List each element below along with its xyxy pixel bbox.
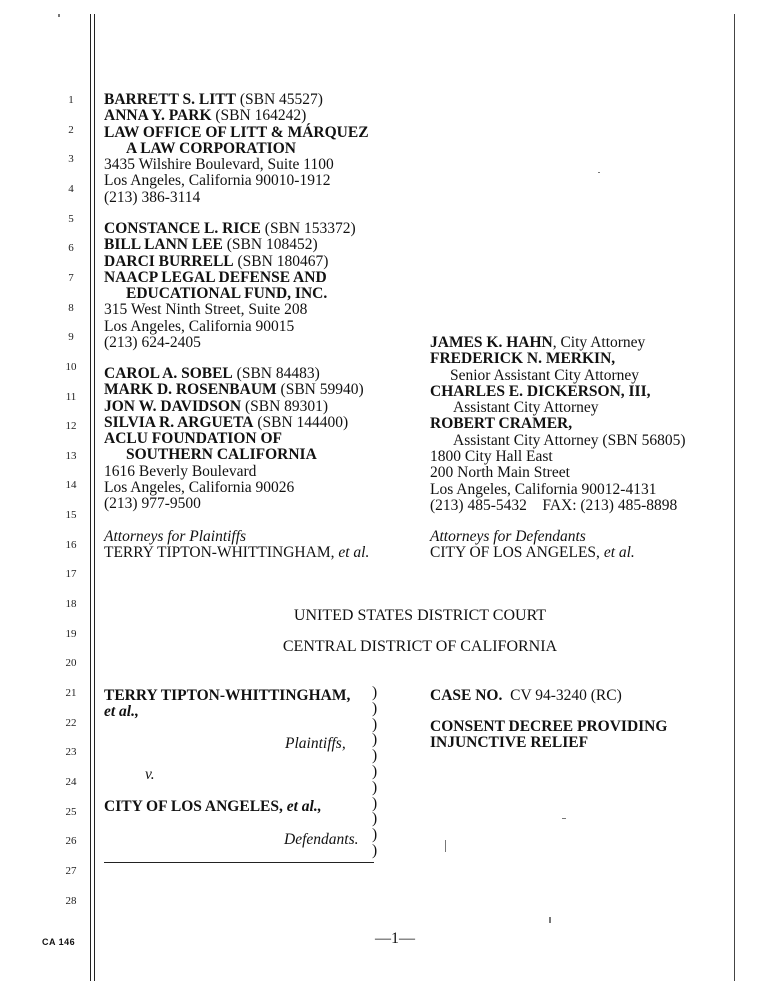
attorney-title: Assistant City Attorney [453, 399, 599, 417]
defendants-designation [430, 529, 635, 562]
attorney-name: BARRETT S. LITT [104, 91, 236, 108]
line-number: 26 [65, 835, 77, 848]
line-number: 6 [68, 242, 74, 255]
street-address: 200 North Main Street [430, 464, 570, 482]
caption-underline [104, 862, 374, 863]
line-number: 9 [68, 331, 74, 344]
bar-number: (SBN 164242) [211, 107, 307, 125]
defendants-label: Defendants. [284, 831, 359, 848]
line-number: 24 [65, 775, 77, 788]
form-code: CA 146 [42, 937, 76, 947]
line-number: 7 [68, 271, 74, 284]
plaintiffs-designation [104, 529, 369, 562]
line-number: 22 [65, 716, 77, 729]
city-address: Los Angeles, California 90012-4131 [430, 480, 657, 498]
document-title [430, 719, 667, 752]
case-number: CV 94-3240 (RC) [502, 687, 622, 704]
scan-speck [598, 172, 600, 173]
attorney-name: JAMES K. HAHN [430, 334, 553, 351]
bar-number: (SBN 144400) [253, 413, 349, 431]
caption-defendant-suffix: et al., [286, 798, 322, 815]
scan-speck [58, 14, 60, 17]
attorneys-for-plaintiffs: Attorneys for Plaintiffs [104, 528, 247, 545]
street-address: 1800 City Hall East [430, 448, 553, 466]
phone-fax: (213) 485-5432 FAX: (213) 485-8898 [430, 496, 678, 514]
scan-speck [562, 818, 566, 819]
attorney-name: ANNA Y. PARK [104, 107, 212, 125]
defendant-party-suffix: et al. [603, 544, 635, 562]
plaintiffs-label: Plaintiffs, [285, 735, 346, 752]
caption-defendant [104, 798, 322, 816]
line-number: 28 [65, 894, 77, 907]
left-margin-rule-outer [90, 14, 91, 981]
plaintiff-counsel-aclu [104, 366, 364, 513]
line-number: 25 [65, 805, 77, 818]
court-district: CENTRAL DISTRICT OF CALIFORNIA [282, 638, 558, 655]
document-title-line2: INJUNCTIVE RELIEF [430, 734, 589, 752]
bar-number: (SBN 45527) [235, 91, 323, 108]
firm-type: A LAW CORPORATION [126, 139, 296, 157]
bar-number: (SBN 89301) [241, 397, 329, 415]
plaintiff-party-name: TERRY TIPTON-WHITTINGHAM, [104, 544, 339, 562]
plaintiff-party-suffix: et al. [338, 544, 370, 562]
defense-counsel [430, 335, 686, 514]
street-address: 315 West Ninth Street, Suite 208 [104, 301, 308, 319]
line-number: 8 [68, 301, 74, 314]
line-number: 12 [65, 420, 77, 433]
court-name: UNITED STATES DISTRICT COURT [293, 607, 547, 624]
phone-number: (213) 624-2405 [104, 334, 201, 352]
attorney-name: BILL LANN LEE [104, 236, 223, 254]
attorney-name: MARK D. ROSENBAUM [104, 381, 277, 399]
line-number: 20 [65, 657, 77, 670]
org-name: ACLU FOUNDATION OF [104, 430, 282, 448]
plaintiff-counsel-litt [104, 92, 369, 206]
city-address: Los Angeles, California 90015 [104, 317, 295, 335]
caption-plaintiff: TERRY TIPTON-WHITTINGHAM, [104, 687, 351, 704]
case-number-line [430, 687, 622, 705]
bar-number: (SBN 108452) [222, 236, 318, 254]
line-number: 5 [68, 212, 74, 225]
line-number: 15 [65, 509, 77, 522]
caption-defendant-name: CITY OF LOS ANGELES, [104, 798, 287, 815]
line-number: 21 [65, 687, 77, 699]
caption-plaintiff-suffix: et al., [104, 703, 139, 720]
line-number: 10 [65, 360, 77, 373]
firm-name: LAW OFFICE OF LITT & MÁRQUEZ [104, 123, 369, 141]
line-number: 11 [65, 390, 77, 403]
case-number-label: CASE NO. [430, 687, 503, 704]
page-number: —1— [375, 930, 415, 947]
right-margin-rule [734, 14, 735, 981]
line-number: 4 [68, 182, 74, 195]
street-address: 3435 Wilshire Boulevard, Suite 1100 [104, 156, 334, 174]
attorney-title: Senior Assistant City Attorney [450, 366, 640, 384]
street-address: 1616 Beverly Boulevard [104, 462, 257, 480]
caption-parentheses: ) ) ) ) ) ) ) ) ) ) ) [372, 684, 378, 859]
left-margin-rule-inner [94, 14, 95, 981]
attorney-name: FREDERICK N. MERKIN, [430, 350, 616, 368]
org-name-cont: EDUCATIONAL FUND, INC. [126, 285, 328, 303]
line-number: 17 [65, 568, 77, 581]
line-number: 19 [65, 627, 77, 640]
line-number: 16 [65, 538, 77, 551]
bar-number: (SBN 153372) [260, 220, 356, 237]
scan-speck [549, 917, 551, 923]
line-number: 23 [65, 746, 77, 759]
line-number: 3 [68, 153, 74, 166]
line-number: 2 [68, 123, 74, 136]
attorney-name: DARCI BURRELL [104, 252, 234, 270]
scan-speck [445, 840, 446, 852]
line-number: 27 [65, 864, 77, 877]
attorney-name: ROBERT CRAMER, [430, 415, 573, 433]
bar-number: (SBN 59940) [276, 381, 364, 399]
attorney-title: Assistant City Attorney (SBN 56805) [453, 431, 686, 449]
attorney-name: CAROL A. SOBEL [104, 365, 233, 382]
city-address: Los Angeles, California 90010-1912 [104, 172, 331, 190]
city-address: Los Angeles, California 90026 [104, 479, 295, 497]
versus: v. [145, 766, 155, 783]
line-number: 18 [65, 598, 77, 611]
attorney-title: , City Attorney [552, 334, 646, 351]
document-title-line1: CONSENT DECREE PROVIDING [430, 718, 668, 735]
line-number: 1 [68, 94, 74, 106]
attorneys-for-defendants: Attorneys for Defendants [430, 528, 586, 545]
phone-number: (213) 977-9500 [104, 495, 201, 513]
plaintiff-counsel-naacp [104, 221, 356, 351]
org-name-cont: SOUTHERN CALIFORNIA [126, 446, 317, 464]
org-name: NAACP LEGAL DEFENSE AND [104, 268, 327, 286]
attorney-name: CONSTANCE L. RICE [104, 220, 261, 237]
defendant-party-name: CITY OF LOS ANGELES, [430, 544, 604, 562]
line-number: 14 [65, 479, 77, 492]
attorney-name: CHARLES E. DICKERSON, III, [430, 382, 651, 400]
attorney-name: JON W. DAVIDSON [104, 397, 242, 415]
line-number: 13 [65, 449, 77, 462]
phone-number: (213) 386-3114 [104, 188, 201, 206]
bar-number: (SBN 84483) [232, 365, 320, 382]
bar-number: (SBN 180467) [233, 252, 329, 270]
attorney-name: SILVIA R. ARGUETA [104, 413, 254, 431]
